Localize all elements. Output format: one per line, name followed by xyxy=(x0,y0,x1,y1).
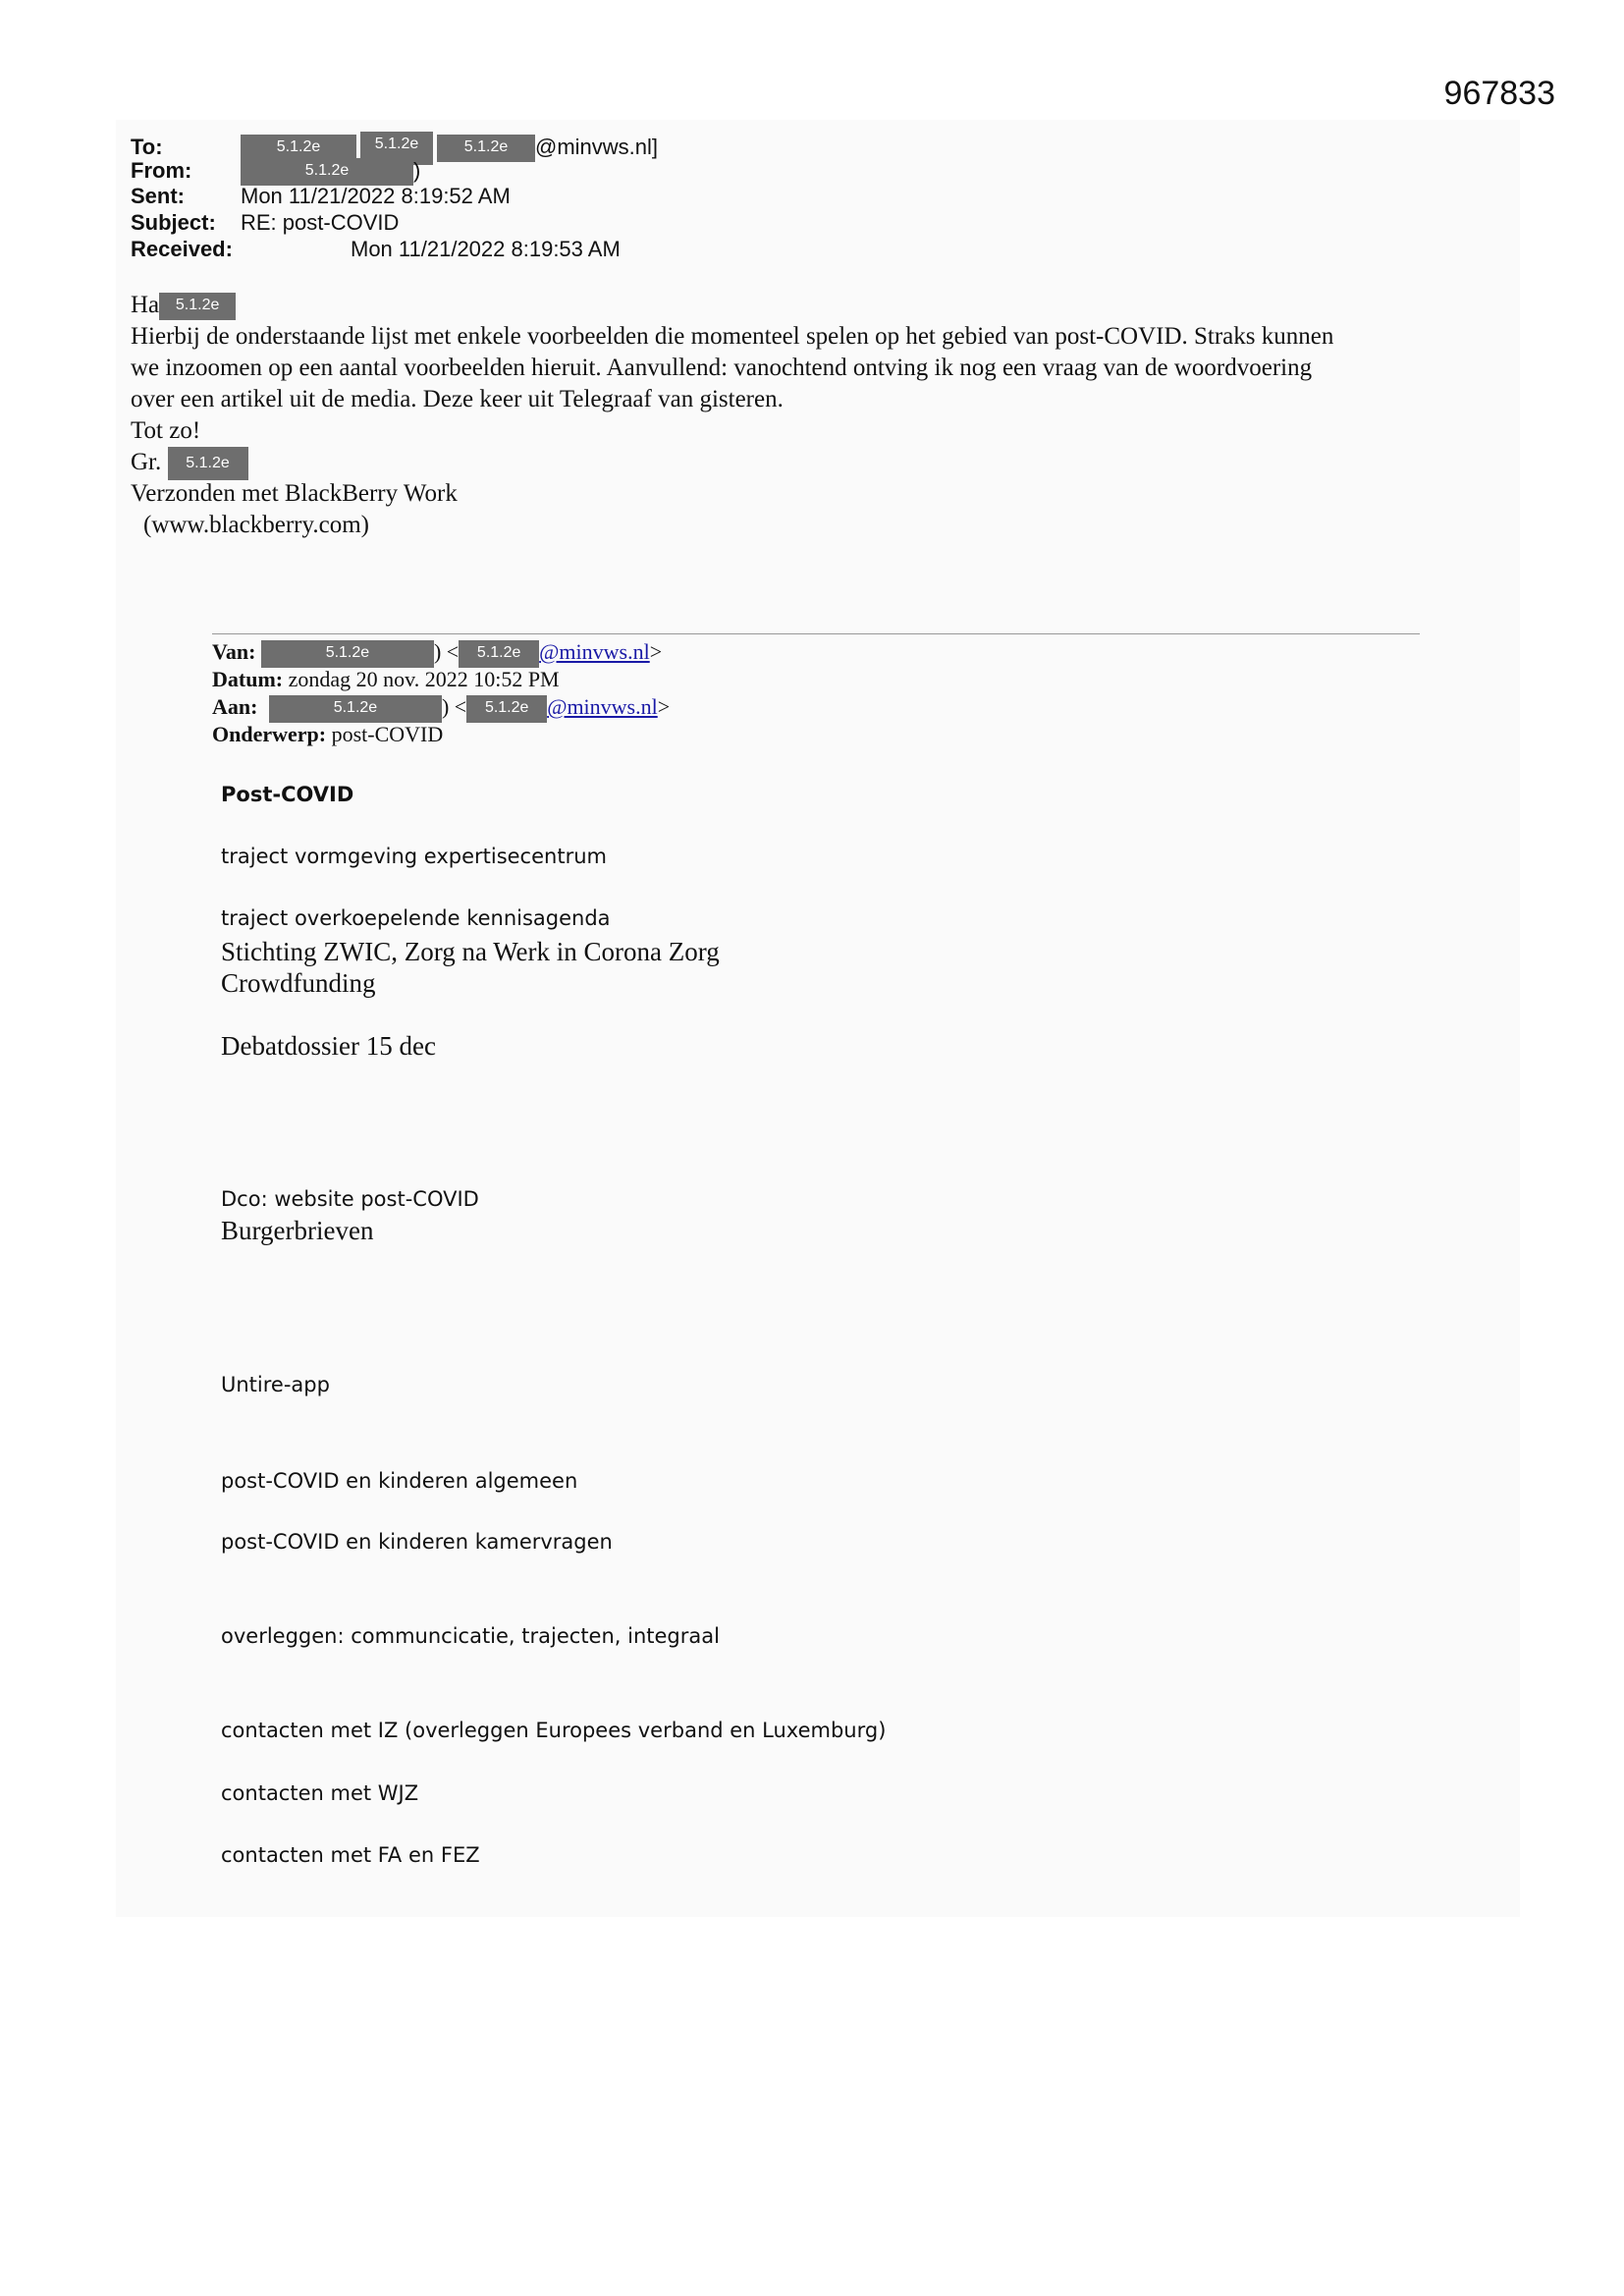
list-item: Burgerbrieven xyxy=(221,1216,374,1245)
onderwerp-label: Onderwerp: xyxy=(212,722,327,746)
signoff: Gr. xyxy=(131,449,162,475)
subject-row xyxy=(131,210,399,236)
aan-label: Aan: xyxy=(212,694,258,719)
redaction-box: 5.1.2e xyxy=(459,640,539,668)
redaction-box: 5.1.2e xyxy=(261,640,434,668)
closing: Tot zo! xyxy=(131,417,201,444)
from-suffix: ) xyxy=(413,158,421,183)
document-number: 967833 xyxy=(1443,75,1555,112)
received-label: Received: xyxy=(131,237,233,261)
body-line-3: over een artikel uit de media. Deze keer uit Telegraaf van gisteren. xyxy=(131,386,784,412)
list-item: overleggen: communcicatie, trajecten, integraal xyxy=(221,1624,720,1648)
blackberry-website: (www.blackberry.com) xyxy=(143,512,369,538)
datum-row xyxy=(212,666,560,693)
bracket: > xyxy=(649,639,663,664)
body-line-1: Hierbij de onderstaande lijst met enkele voorbeelden die momenteel spelen op het gebied van post-COVID. Straks kunnen xyxy=(131,323,1334,350)
from-label: From: xyxy=(131,158,192,183)
sent-label: Sent: xyxy=(131,184,185,208)
list-item: traject overkoepelende kennisagenda xyxy=(221,906,611,930)
bracket: > xyxy=(657,694,671,719)
to-domain: @minvws.nl] xyxy=(535,134,659,159)
onderwerp-row xyxy=(212,721,443,748)
van-label: Van: xyxy=(212,639,256,664)
list-item: contacten met IZ (overleggen Europees verband en Luxemburg) xyxy=(221,1719,887,1742)
list-item: Dco: website post-COVID xyxy=(221,1187,479,1211)
redaction-box: 5.1.2e xyxy=(159,293,236,320)
body-line-2: we inzoomen op een aantal voorbeelden hieruit. Aanvullend: vanochtend ontving ik nog een vraag van de woordvoering xyxy=(131,355,1313,381)
from-row xyxy=(131,158,420,186)
list-item: traject vormgeving expertisecentrum xyxy=(221,845,607,868)
sent-row xyxy=(131,184,511,209)
list-item: contacten met FA en FEZ xyxy=(221,1843,480,1867)
received-row xyxy=(131,237,621,262)
onderwerp-value: post-COVID xyxy=(331,722,444,746)
list-heading: Post-COVID xyxy=(221,783,354,806)
list-item: Crowdfunding xyxy=(221,968,376,998)
list-item: post-COVID en kinderen kamervragen xyxy=(221,1530,613,1554)
received-value: Mon 11/21/2022 8:19:53 AM xyxy=(351,237,621,261)
redaction-box: 5.1.2e xyxy=(466,695,547,723)
list-item: Debatdossier 15 dec xyxy=(221,1031,436,1061)
redaction-box: 5.1.2e xyxy=(437,135,535,162)
greeting: Ha xyxy=(131,292,160,318)
redaction-box: 5.1.2e xyxy=(269,695,442,723)
subject-value: RE: post-COVID xyxy=(241,210,400,235)
email-link[interactable]: @minvws.nl xyxy=(539,639,650,664)
datum-label: Datum: xyxy=(212,667,284,691)
list-item: contacten met WJZ xyxy=(221,1781,419,1805)
redaction-box: 5.1.2e xyxy=(241,158,413,186)
to-label: To: xyxy=(131,134,163,159)
list-item: Untire-app xyxy=(221,1373,330,1396)
aan-row xyxy=(212,693,670,723)
bracket: ) < xyxy=(433,639,460,664)
bracket: ) < xyxy=(441,694,467,719)
redaction-box: 5.1.2e xyxy=(360,132,433,165)
redaction-box: 5.1.2e xyxy=(168,447,248,480)
signoff-line xyxy=(131,447,248,480)
datum-value: zondag 20 nov. 2022 10:52 PM xyxy=(288,667,560,691)
email-link[interactable]: @minvws.nl xyxy=(547,694,658,719)
van-row xyxy=(212,638,662,668)
redaction-box: 5.1.2e xyxy=(241,135,356,162)
divider xyxy=(212,633,1420,634)
sent-value: Mon 11/21/2022 8:19:52 AM xyxy=(241,184,511,208)
sent-with: Verzonden met BlackBerry Work xyxy=(131,480,458,507)
list-item: post-COVID en kinderen algemeen xyxy=(221,1469,578,1493)
greeting-line xyxy=(131,290,236,321)
subject-label: Subject: xyxy=(131,210,216,235)
list-item: Stichting ZWIC, Zorg na Werk in Corona Zorg xyxy=(221,937,720,966)
